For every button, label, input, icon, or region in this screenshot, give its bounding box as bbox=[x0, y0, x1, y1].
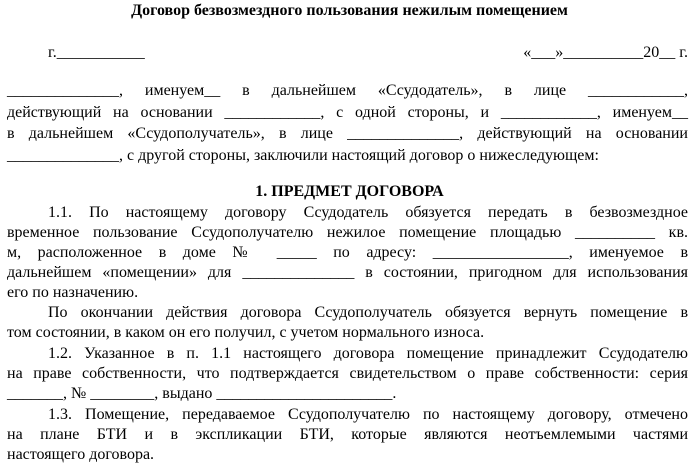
clause-line: на плане БТИ и в экспликации БТИ, которые являются неотъемлемыми частями bbox=[7, 426, 688, 443]
clause-line: По окончании действия договора Ссудополучатель обязуется вернуть помещение в bbox=[48, 304, 688, 321]
date-line: «___»__________20__ г. bbox=[523, 44, 688, 61]
clause-line: м, расположенное в доме № _____ по адресу: _________________, именуемое в bbox=[7, 244, 688, 261]
clause-line: его по назначению. bbox=[7, 284, 139, 301]
preamble-line: в дальнейшем «Ссудополучатель», в лице ______________, действующий на основании bbox=[7, 125, 688, 142]
clause-line: 1.3. Помещение, передаваемое Ссудополучателю по настоящему договору, отмечено bbox=[48, 406, 688, 423]
city-line: г.___________ bbox=[48, 44, 145, 61]
clause-line: 1.2. Указанное в п. 1.1 настоящего договора помещение принадлежит Ссудодателю bbox=[48, 345, 688, 362]
preamble-line: действующий на основании ____________, с одной стороны, и ____________, именуем__ bbox=[7, 104, 688, 121]
section-heading: 1. ПРЕДМЕТ ДОГОВОРА bbox=[255, 183, 444, 200]
preamble-line: ______________, именуем__ в дальнейшем «Ссудодатель», в лице ____________, bbox=[7, 82, 688, 99]
clause-line: временное пользование Ссудополучателю нежилое помещение площадью __________ кв. bbox=[7, 224, 688, 241]
clause-line: настоящего договора. bbox=[7, 446, 155, 463]
clause-line: _______, № ________, выдано ______________________. bbox=[7, 385, 397, 402]
document-title: Договор безвозмездного пользования нежилым помещением bbox=[131, 2, 568, 19]
clause-line: на праве собственности, что подтверждается свидетельством о праве собственности: серия bbox=[7, 365, 688, 382]
preamble-line: ______________, с другой стороны, заключили настоящий договор о нижеследующем: bbox=[7, 147, 599, 164]
clause-line: 1.1. По настоящему договору Ссудодатель обязуется передать в безвозмездное bbox=[48, 204, 688, 221]
clause-line: том состоянии, в каком он его получил, с учетом нормального износа. bbox=[7, 324, 485, 341]
clause-line: дальнейшем «помещении» для ______________ в состоянии, пригодном для использования bbox=[7, 264, 688, 281]
